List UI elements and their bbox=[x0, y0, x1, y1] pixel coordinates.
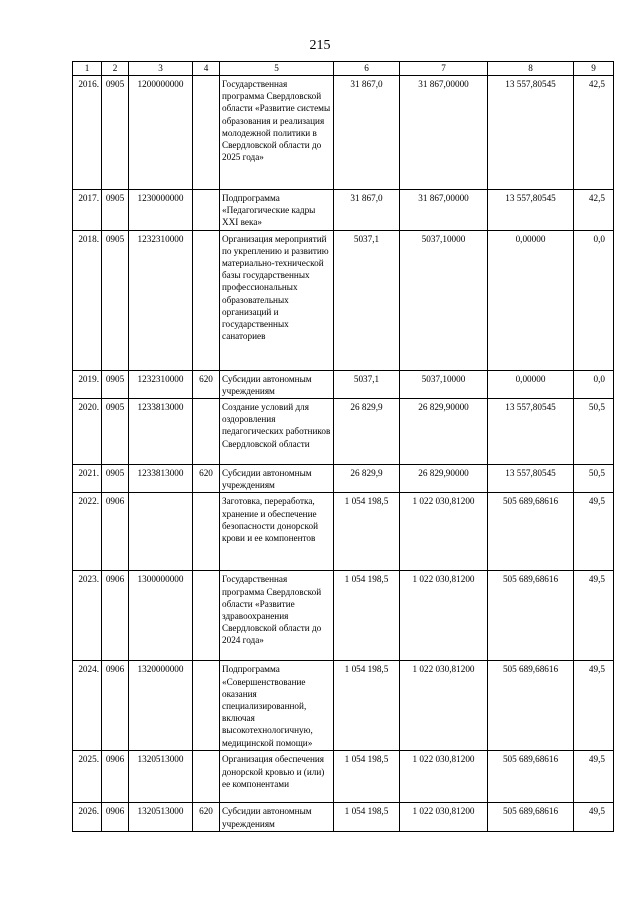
approved-amount: 1 054 198,5 bbox=[334, 751, 400, 803]
table-row bbox=[73, 571, 614, 661]
execution-percent: 49,5 bbox=[574, 571, 614, 661]
row-number: 2019. bbox=[73, 370, 102, 398]
expense-type-code bbox=[193, 493, 220, 571]
item-name: Организация мероприятий по укреплению и развитию материально-технической базы государственных профессиональных образовательных организаций и государственных санаториев bbox=[220, 230, 334, 370]
executed-amount: 13 557,80545 bbox=[488, 76, 574, 190]
executed-amount: 0,00000 bbox=[488, 230, 574, 370]
row-number: 2025. bbox=[73, 751, 102, 803]
approved-amount: 26 829,9 bbox=[334, 399, 400, 465]
item-name: Подпрограмма «Совершенствование оказания специализированной, включая высокотехнологичную, медицинской помощи» bbox=[220, 661, 334, 751]
col-header-3: 3 bbox=[129, 62, 193, 76]
section-code: 0906 bbox=[102, 661, 129, 751]
table-row bbox=[73, 76, 614, 190]
target-code: 1320513000 bbox=[129, 751, 193, 803]
row-number: 2017. bbox=[73, 190, 102, 231]
item-name: Субсидии автономным учреждениям bbox=[220, 803, 334, 831]
section-code: 0905 bbox=[102, 76, 129, 190]
table-row bbox=[73, 751, 614, 803]
section-code: 0906 bbox=[102, 493, 129, 571]
item-name: Организация обеспечения донорской кровью и (или) ее компонентами bbox=[220, 751, 334, 803]
expense-type-code bbox=[193, 190, 220, 231]
executed-amount: 0,00000 bbox=[488, 370, 574, 398]
target-code: 1230000000 bbox=[129, 190, 193, 231]
planned-amount: 5037,10000 bbox=[400, 370, 488, 398]
table-row bbox=[73, 399, 614, 465]
executed-amount: 13 557,80545 bbox=[488, 190, 574, 231]
col-header-7: 7 bbox=[400, 62, 488, 76]
execution-percent: 0,0 bbox=[574, 230, 614, 370]
section-code: 0905 bbox=[102, 370, 129, 398]
approved-amount: 1 054 198,5 bbox=[334, 803, 400, 831]
row-number: 2024. bbox=[73, 661, 102, 751]
row-number: 2023. bbox=[73, 571, 102, 661]
item-name: Создание условий для оздоровления педагогических работников Свердловской области bbox=[220, 399, 334, 465]
col-header-5: 5 bbox=[220, 62, 334, 76]
planned-amount: 1 022 030,81200 bbox=[400, 571, 488, 661]
section-code: 0905 bbox=[102, 399, 129, 465]
expense-type-code: 620 bbox=[193, 803, 220, 831]
target-code: 1320513000 bbox=[129, 803, 193, 831]
table-body bbox=[73, 76, 614, 832]
approved-amount: 5037,1 bbox=[334, 230, 400, 370]
col-header-1: 1 bbox=[73, 62, 102, 76]
table-row bbox=[73, 803, 614, 831]
row-number: 2026. bbox=[73, 803, 102, 831]
execution-percent: 0,0 bbox=[574, 370, 614, 398]
execution-percent: 49,5 bbox=[574, 493, 614, 571]
executed-amount: 505 689,68616 bbox=[488, 661, 574, 751]
section-code: 0905 bbox=[102, 190, 129, 231]
expense-type-code bbox=[193, 399, 220, 465]
row-number: 2021. bbox=[73, 465, 102, 493]
expense-type-code bbox=[193, 230, 220, 370]
execution-percent: 49,5 bbox=[574, 661, 614, 751]
approved-amount: 5037,1 bbox=[334, 370, 400, 398]
item-name: Субсидии автономным учреждениям bbox=[220, 370, 334, 398]
expense-type-code bbox=[193, 76, 220, 190]
planned-amount: 1 022 030,81200 bbox=[400, 803, 488, 831]
approved-amount: 26 829,9 bbox=[334, 465, 400, 493]
target-code: 1320000000 bbox=[129, 661, 193, 751]
expense-type-code bbox=[193, 751, 220, 803]
expense-type-code bbox=[193, 661, 220, 751]
item-name: Подпрограмма «Педагогические кадры XXI века» bbox=[220, 190, 334, 231]
planned-amount: 5037,10000 bbox=[400, 230, 488, 370]
target-code bbox=[129, 493, 193, 571]
section-code: 0906 bbox=[102, 571, 129, 661]
execution-percent: 49,5 bbox=[574, 803, 614, 831]
section-code: 0905 bbox=[102, 230, 129, 370]
executed-amount: 505 689,68616 bbox=[488, 493, 574, 571]
target-code: 1300000000 bbox=[129, 571, 193, 661]
planned-amount: 26 829,90000 bbox=[400, 399, 488, 465]
col-header-9: 9 bbox=[574, 62, 614, 76]
executed-amount: 13 557,80545 bbox=[488, 399, 574, 465]
planned-amount: 31 867,00000 bbox=[400, 190, 488, 231]
col-header-6: 6 bbox=[334, 62, 400, 76]
target-code: 1232310000 bbox=[129, 230, 193, 370]
approved-amount: 31 867,0 bbox=[334, 190, 400, 231]
section-code: 0906 bbox=[102, 803, 129, 831]
target-code: 1233813000 bbox=[129, 465, 193, 493]
row-number: 2022. bbox=[73, 493, 102, 571]
target-code: 1232310000 bbox=[129, 370, 193, 398]
execution-percent: 42,5 bbox=[574, 190, 614, 231]
row-number: 2020. bbox=[73, 399, 102, 465]
execution-percent: 50,5 bbox=[574, 465, 614, 493]
planned-amount: 26 829,90000 bbox=[400, 465, 488, 493]
item-name: Государственная программа Свердловской области «Развитие системы образования и реализация молодежной политики в Свердловской области до 2025 года» bbox=[220, 76, 334, 190]
row-number: 2016. bbox=[73, 76, 102, 190]
table-row bbox=[73, 493, 614, 571]
table-row bbox=[73, 661, 614, 751]
table-row bbox=[73, 370, 614, 398]
item-name: Государственная программа Свердловской области «Развитие здравоохранения Свердловской области до 2024 года» bbox=[220, 571, 334, 661]
approved-amount: 1 054 198,5 bbox=[334, 493, 400, 571]
execution-percent: 42,5 bbox=[574, 76, 614, 190]
col-header-2: 2 bbox=[102, 62, 129, 76]
planned-amount: 1 022 030,81200 bbox=[400, 751, 488, 803]
executed-amount: 505 689,68616 bbox=[488, 803, 574, 831]
planned-amount: 1 022 030,81200 bbox=[400, 493, 488, 571]
table-row bbox=[73, 230, 614, 370]
execution-percent: 50,5 bbox=[574, 399, 614, 465]
section-code: 0906 bbox=[102, 751, 129, 803]
table-row bbox=[73, 190, 614, 231]
executed-amount: 505 689,68616 bbox=[488, 571, 574, 661]
executed-amount: 13 557,80545 bbox=[488, 465, 574, 493]
approved-amount: 1 054 198,5 bbox=[334, 661, 400, 751]
page-number: 215 bbox=[309, 38, 331, 53]
approved-amount: 1 054 198,5 bbox=[334, 571, 400, 661]
section-code: 0905 bbox=[102, 465, 129, 493]
approved-amount: 31 867,0 bbox=[334, 76, 400, 190]
row-number: 2018. bbox=[73, 230, 102, 370]
expense-type-code bbox=[193, 571, 220, 661]
target-code: 1200000000 bbox=[129, 76, 193, 190]
expense-type-code: 620 bbox=[193, 465, 220, 493]
planned-amount: 31 867,00000 bbox=[400, 76, 488, 190]
item-name: Заготовка, переработка, хранение и обеспечение безопасности донорской крови и ее компонентов bbox=[220, 493, 334, 571]
target-code: 1233813000 bbox=[129, 399, 193, 465]
table-row bbox=[73, 465, 614, 493]
col-header-4: 4 bbox=[193, 62, 220, 76]
header-row bbox=[73, 62, 614, 76]
execution-percent: 49,5 bbox=[574, 751, 614, 803]
planned-amount: 1 022 030,81200 bbox=[400, 661, 488, 751]
item-name: Субсидии автономным учреждениям bbox=[220, 465, 334, 493]
expense-type-code: 620 bbox=[193, 370, 220, 398]
executed-amount: 505 689,68616 bbox=[488, 751, 574, 803]
budget-table bbox=[72, 61, 614, 832]
col-header-8: 8 bbox=[488, 62, 574, 76]
